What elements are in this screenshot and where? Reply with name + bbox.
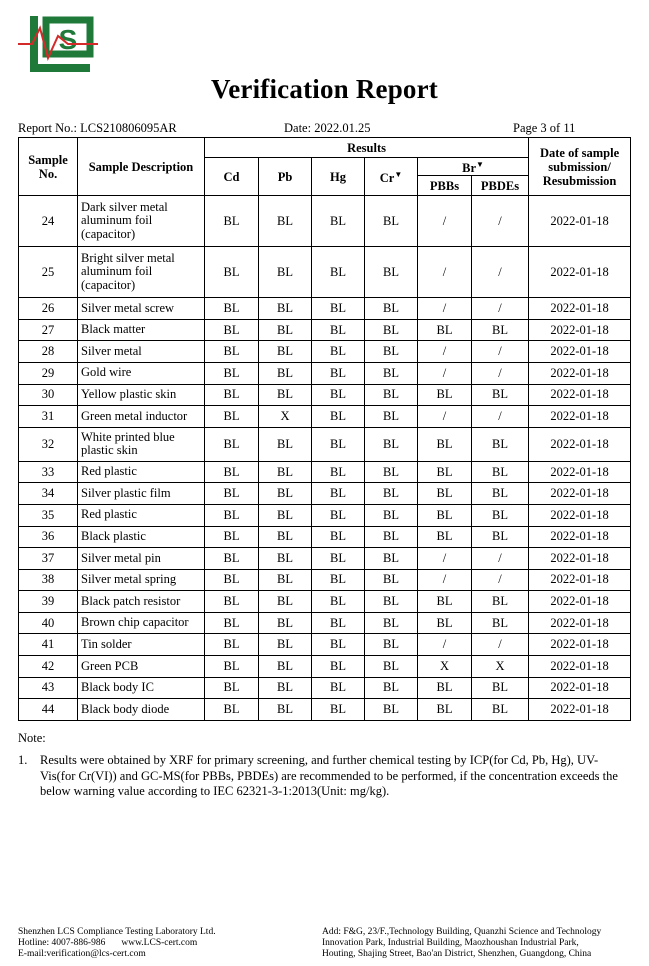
table-row — [19, 341, 631, 363]
date-cell: 2022-01-18 — [529, 196, 631, 247]
pbdes-cell: BL — [472, 319, 529, 341]
pbdes-cell: / — [472, 298, 529, 320]
date-cell: 2022-01-18 — [529, 677, 631, 699]
sample-no-cell: 31 — [19, 406, 78, 428]
report-date: Date: 2022.01.25 — [284, 121, 371, 135]
cd-cell: BL — [205, 526, 259, 548]
hg-cell: BL — [312, 656, 365, 678]
header-pbdes: PBDEs — [472, 176, 529, 196]
date-cell: 2022-01-18 — [529, 384, 631, 406]
cd-cell: BL — [205, 461, 259, 483]
pb-cell: BL — [259, 427, 312, 461]
pbdes-cell: BL — [472, 612, 529, 634]
cd-cell: BL — [205, 247, 259, 298]
description-cell: Silver plastic film — [78, 483, 205, 505]
cr-cell: BL — [365, 504, 418, 526]
report-title: Verification Report — [211, 74, 438, 104]
hg-cell: BL — [312, 384, 365, 406]
note-item — [18, 753, 630, 800]
pbbs-cell: BL — [418, 504, 472, 526]
pbbs-cell: BL — [418, 699, 472, 721]
pb-cell: BL — [259, 656, 312, 678]
cr-cell: BL — [365, 384, 418, 406]
header-date: Date of sample submission/ Resubmission — [529, 138, 631, 196]
pbbs-cell: BL — [418, 461, 472, 483]
description-cell: Silver metal screw — [78, 298, 205, 320]
hg-cell: BL — [312, 504, 365, 526]
date-cell: 2022-01-18 — [529, 362, 631, 384]
date-cell: 2022-01-18 — [529, 569, 631, 591]
date-cell: 2022-01-18 — [529, 298, 631, 320]
pbbs-cell: BL — [418, 384, 472, 406]
date-cell: 2022-01-18 — [529, 656, 631, 678]
cr-cell: BL — [365, 196, 418, 247]
pbbs-cell: BL — [418, 483, 472, 505]
sample-no-cell: 26 — [19, 298, 78, 320]
hg-cell: BL — [312, 699, 365, 721]
pbdes-cell: X — [472, 656, 529, 678]
cr-cell: BL — [365, 569, 418, 591]
cd-cell: BL — [205, 612, 259, 634]
hg-cell: BL — [312, 298, 365, 320]
hg-cell: BL — [312, 461, 365, 483]
pbbs-cell: BL — [418, 612, 472, 634]
pb-cell: BL — [259, 461, 312, 483]
note-text: Results were obtained by XRF for primary screening, and further chemical testing by ICP(for Cd, Pb, Hg), UV-Vis(for Cr(VI)) and GC-MS(for PBBs, PBDEs) are recommended to be performed, if the concentration exceeds the below warning value according to IEC 62321-3-1:2013(Unit: mg/kg). — [40, 753, 618, 798]
hg-cell: BL — [312, 677, 365, 699]
pbbs-cell: / — [418, 341, 472, 363]
description-cell: Silver metal spring — [78, 569, 205, 591]
sample-no-cell: 32 — [19, 427, 78, 461]
date-cell: 2022-01-18 — [529, 699, 631, 721]
table-row — [19, 483, 631, 505]
hg-cell: BL — [312, 406, 365, 428]
date-cell: 2022-01-18 — [529, 319, 631, 341]
pb-cell: BL — [259, 634, 312, 656]
description-cell: Dark silver metal aluminum foil (capacitor) — [78, 196, 205, 247]
table-row — [19, 677, 631, 699]
pb-cell: BL — [259, 504, 312, 526]
hg-cell: BL — [312, 548, 365, 570]
table-row — [19, 504, 631, 526]
table-row — [19, 196, 631, 247]
pbdes-cell: BL — [472, 504, 529, 526]
pbdes-cell: BL — [472, 526, 529, 548]
table-row — [19, 247, 631, 298]
date-cell: 2022-01-18 — [529, 461, 631, 483]
pbdes-cell: / — [472, 196, 529, 247]
cd-cell: BL — [205, 699, 259, 721]
table-row — [19, 612, 631, 634]
sample-no-cell: 36 — [19, 526, 78, 548]
address-line: Add: F&G, 23/F.,Technology Building, Quanzhi Science and Technology — [322, 927, 602, 937]
pbdes-cell: BL — [472, 591, 529, 613]
description-cell: Gold wire — [78, 362, 205, 384]
pbdes-cell: / — [472, 362, 529, 384]
cd-cell: BL — [205, 406, 259, 428]
table-row — [19, 384, 631, 406]
cd-cell: BL — [205, 341, 259, 363]
results-table — [18, 137, 631, 721]
sample-no-cell: 43 — [19, 677, 78, 699]
header-pbbs: PBBs — [418, 176, 472, 196]
pb-cell: X — [259, 406, 312, 428]
pbbs-cell: BL — [418, 427, 472, 461]
description-cell: Red plastic — [78, 504, 205, 526]
sample-no-cell: 42 — [19, 656, 78, 678]
pb-cell: BL — [259, 298, 312, 320]
pbdes-cell: / — [472, 341, 529, 363]
pb-cell: BL — [259, 247, 312, 298]
cr-cell: BL — [365, 427, 418, 461]
pb-cell: BL — [259, 677, 312, 699]
hg-cell: BL — [312, 591, 365, 613]
table-row — [19, 362, 631, 384]
address-line: Houting, Shajing Street, Bao'an District, Shenzhen, Guangdong, China — [322, 949, 592, 959]
pbdes-cell: BL — [472, 699, 529, 721]
cd-cell: BL — [205, 427, 259, 461]
footer-contact: Hotline: 4007-886-986 www.LCS-cert.com — [18, 938, 198, 948]
pbdes-cell: BL — [472, 427, 529, 461]
cr-cell: BL — [365, 634, 418, 656]
svg-text:S: S — [58, 24, 78, 55]
pbbs-cell: BL — [418, 526, 472, 548]
cr-cell: BL — [365, 406, 418, 428]
header-br: Br▼ — [418, 158, 529, 176]
date-cell: 2022-01-18 — [529, 591, 631, 613]
cd-cell: BL — [205, 319, 259, 341]
address-line: Innovation Park, Industrial Building, Maozhoushan Industrial Park, — [322, 938, 579, 948]
description-cell: Red plastic — [78, 461, 205, 483]
header-sample-description: Sample Description — [78, 138, 205, 196]
pb-cell: BL — [259, 483, 312, 505]
cr-cell: BL — [365, 298, 418, 320]
pb-cell: BL — [259, 196, 312, 247]
header-cd: Cd — [205, 158, 259, 196]
description-cell: Brown chip capacitor — [78, 612, 205, 634]
header-sample-no: Sample No. — [19, 138, 78, 196]
cd-cell: BL — [205, 591, 259, 613]
description-cell: Black patch resistor — [78, 591, 205, 613]
triangle-down-icon: ▼ — [394, 170, 403, 179]
cr-cell: BL — [365, 319, 418, 341]
note-number: 1. — [18, 753, 28, 767]
table-row — [19, 406, 631, 428]
table-row — [19, 656, 631, 678]
pb-cell: BL — [259, 569, 312, 591]
cr-cell: BL — [365, 612, 418, 634]
footer-email[interactable]: E-mail:verification@lcs-cert.com — [18, 949, 146, 959]
table-row — [19, 591, 631, 613]
pbdes-cell: BL — [472, 461, 529, 483]
hg-cell: BL — [312, 569, 365, 591]
hg-cell: BL — [312, 247, 365, 298]
date-cell: 2022-01-18 — [529, 247, 631, 298]
pbdes-cell: / — [472, 406, 529, 428]
date-cell: 2022-01-18 — [529, 483, 631, 505]
pbbs-cell: / — [418, 634, 472, 656]
hg-cell: BL — [312, 341, 365, 363]
sample-no-cell: 25 — [19, 247, 78, 298]
cd-cell: BL — [205, 362, 259, 384]
pbbs-cell: / — [418, 298, 472, 320]
date-cell: 2022-01-18 — [529, 612, 631, 634]
date-cell: 2022-01-18 — [529, 548, 631, 570]
date-cell: 2022-01-18 — [529, 406, 631, 428]
hg-cell: BL — [312, 319, 365, 341]
table-row — [19, 319, 631, 341]
description-cell: Tin solder — [78, 634, 205, 656]
description-cell: Black matter — [78, 319, 205, 341]
cd-cell: BL — [205, 384, 259, 406]
cr-cell: BL — [365, 548, 418, 570]
sample-no-cell: 44 — [19, 699, 78, 721]
note-label: Note: — [18, 731, 46, 745]
pbdes-cell: / — [472, 247, 529, 298]
table-row — [19, 699, 631, 721]
date-cell: 2022-01-18 — [529, 341, 631, 363]
table-row — [19, 427, 631, 461]
date-cell: 2022-01-18 — [529, 427, 631, 461]
pb-cell: BL — [259, 362, 312, 384]
header-pb: Pb — [259, 158, 312, 196]
sample-no-cell: 39 — [19, 591, 78, 613]
pbbs-cell: / — [418, 548, 472, 570]
cr-cell: BL — [365, 591, 418, 613]
cr-cell: BL — [365, 677, 418, 699]
cr-cell: BL — [365, 362, 418, 384]
hg-cell: BL — [312, 362, 365, 384]
pbbs-cell: / — [418, 569, 472, 591]
sample-no-cell: 35 — [19, 504, 78, 526]
table-row — [19, 298, 631, 320]
cd-cell: BL — [205, 548, 259, 570]
date-cell: 2022-01-18 — [529, 634, 631, 656]
sample-no-cell: 28 — [19, 341, 78, 363]
description-cell: White printed blue plastic skin — [78, 427, 205, 461]
table-row — [19, 569, 631, 591]
triangle-down-icon: ▼ — [476, 160, 484, 169]
description-cell: Green metal inductor — [78, 406, 205, 428]
table-row — [19, 634, 631, 656]
pb-cell: BL — [259, 319, 312, 341]
report-number: Report No.: LCS210806095AR — [18, 121, 177, 135]
cr-cell: BL — [365, 699, 418, 721]
table-row — [19, 526, 631, 548]
pbbs-cell: BL — [418, 591, 472, 613]
pb-cell: BL — [259, 548, 312, 570]
pbbs-cell: / — [418, 247, 472, 298]
footer-company: Shenzhen LCS Compliance Testing Laboratory Ltd. — [18, 927, 216, 937]
table-row — [19, 461, 631, 483]
cd-cell: BL — [205, 656, 259, 678]
cr-cell: BL — [365, 526, 418, 548]
footer-address — [322, 927, 601, 960]
sample-no-cell: 34 — [19, 483, 78, 505]
header-cr: Cr▼ — [365, 158, 418, 196]
pbbs-cell: / — [418, 406, 472, 428]
cr-cell: BL — [365, 656, 418, 678]
pb-cell: BL — [259, 384, 312, 406]
company-logo — [18, 14, 100, 76]
cr-cell: BL — [365, 341, 418, 363]
sample-no-cell: 33 — [19, 461, 78, 483]
hg-cell: BL — [312, 612, 365, 634]
description-cell: Black body diode — [78, 699, 205, 721]
pbbs-cell: / — [418, 362, 472, 384]
pbdes-cell: BL — [472, 384, 529, 406]
hg-cell: BL — [312, 526, 365, 548]
cd-cell: BL — [205, 504, 259, 526]
sample-no-cell: 41 — [19, 634, 78, 656]
pb-cell: BL — [259, 341, 312, 363]
pb-cell: BL — [259, 526, 312, 548]
description-cell: Black body IC — [78, 677, 205, 699]
pbdes-cell: BL — [472, 483, 529, 505]
description-cell: Silver metal pin — [78, 548, 205, 570]
pbdes-cell: / — [472, 548, 529, 570]
pbbs-cell: X — [418, 656, 472, 678]
cr-cell: BL — [365, 247, 418, 298]
pbdes-cell: / — [472, 569, 529, 591]
hg-cell: BL — [312, 634, 365, 656]
cr-cell: BL — [365, 483, 418, 505]
hg-cell: BL — [312, 483, 365, 505]
pbbs-cell: BL — [418, 677, 472, 699]
page-number: Page 3 of 11 — [513, 121, 576, 135]
pb-cell: BL — [259, 612, 312, 634]
cr-cell: BL — [365, 461, 418, 483]
description-cell: Black plastic — [78, 526, 205, 548]
table-row — [19, 548, 631, 570]
cd-cell: BL — [205, 298, 259, 320]
pbdes-cell: / — [472, 634, 529, 656]
pbdes-cell: BL — [472, 677, 529, 699]
cd-cell: BL — [205, 634, 259, 656]
header-results: Results — [205, 138, 529, 158]
header-hg: Hg — [312, 158, 365, 196]
sample-no-cell: 30 — [19, 384, 78, 406]
lcs-logo-icon — [18, 14, 100, 76]
pb-cell: BL — [259, 591, 312, 613]
pbbs-cell: / — [418, 196, 472, 247]
sample-no-cell: 40 — [19, 612, 78, 634]
sample-no-cell: 38 — [19, 569, 78, 591]
sample-no-cell: 24 — [19, 196, 78, 247]
cd-cell: BL — [205, 483, 259, 505]
pb-cell: BL — [259, 699, 312, 721]
description-cell: Green PCB — [78, 656, 205, 678]
sample-no-cell: 29 — [19, 362, 78, 384]
description-cell: Yellow plastic skin — [78, 384, 205, 406]
sample-no-cell: 37 — [19, 548, 78, 570]
sample-no-cell: 27 — [19, 319, 78, 341]
date-cell: 2022-01-18 — [529, 504, 631, 526]
cd-cell: BL — [205, 196, 259, 247]
cd-cell: BL — [205, 569, 259, 591]
hg-cell: BL — [312, 196, 365, 247]
footer-website[interactable]: www.LCS-cert.com — [121, 938, 198, 948]
date-cell: 2022-01-18 — [529, 526, 631, 548]
hg-cell: BL — [312, 427, 365, 461]
description-cell: Bright silver metal aluminum foil (capacitor) — [78, 247, 205, 298]
pbbs-cell: BL — [418, 319, 472, 341]
description-cell: Silver metal — [78, 341, 205, 363]
cd-cell: BL — [205, 677, 259, 699]
footer-company-info — [18, 927, 216, 960]
